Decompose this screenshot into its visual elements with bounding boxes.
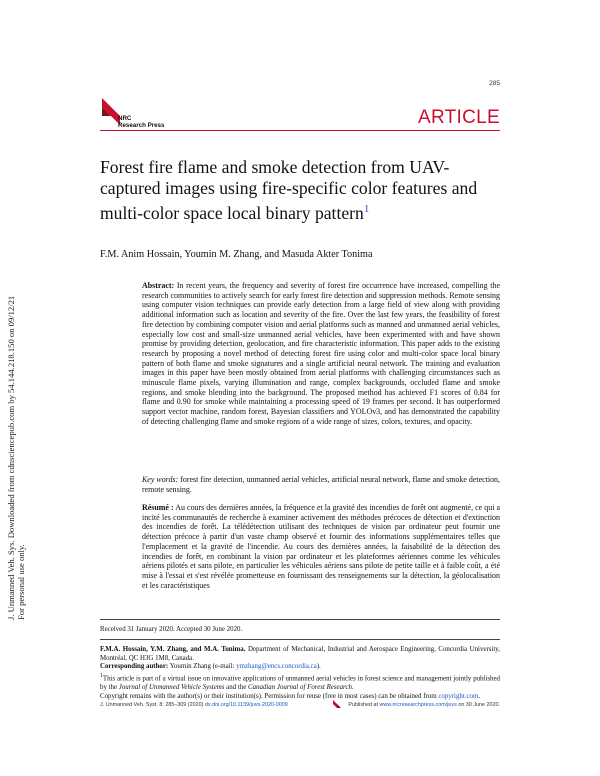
abstract-text: In recent years, the frequency and severity of forest fire occurrence have increased, compelling the research communities to actively search for early forest fire detection and suppression methods. Remote sensing using computer vision techniques can provide early detection from a large field of view along with providing additional information such as location and severity of the fire. Over the last few years, the feasibility of forest fire detection by combining computer vision and aerial platforms such as manned and unmanned aerial vehicles, especially low cost and small-size unmanned aerial vehicles, have been experimented with and have shown promise by providing detection, geolocation, and fire characteristic information. This paper adds to the existing research by proposing a novel method of detecting forest fire using color and multi-color space local binary pattern of both flame and smoke signatures and a single artificial neural network. The training and evaluation images in this paper have been mostly obtained from aerial platforms with challenging circumstances such as minuscule flame pixels, varying illumination and range, complex backgrounds, occluded flame and smoke regions, and smoke blending into the background. The proposed method has achieved F1 scores of 0.84 for flame and 0.90 for smoke while maintaining a processing speed of 19 frames per second. It has outperformed support vector machine, random forest, Bayesian classifiers and YOLOv3, and has demonstrated the capability of detecting challenging flame and smoke regions of a wide range of sizes, colors, textures, and opacity. [142,281,500,426]
notes-divider [100,619,500,620]
resume [142,503,500,590]
download-notice-line2: For personal use only. [16,544,26,620]
resume-label: Résumé : [142,503,174,512]
keywords-text: forest fire detection, unmanned aerial vehicles, artificial neural network, flame and smoke detection, remote sensing. [142,475,500,494]
footnotes [100,646,500,702]
title-footnote-link[interactable]: 1 [363,203,370,215]
copyright-link[interactable]: copyright.com [438,692,479,700]
journal-name-1: Journal of Unmanned Vehicle Systems [118,684,225,692]
footnote-mark: 1 [100,673,103,680]
received-dates: Received 31 January 2020. Accepted 30 June 2020. [100,626,243,633]
corresponding-text: Youmin Zhang (e-mail: [169,663,235,671]
keywords-label: Key words: [142,475,179,484]
resume-text: Au cours des dernières années, la fréquence et la gravité des incendies de forêt ont augmenté, ce qui a incité les communautés de recherche à examiner activement des méthodes précoces de détection et d'extinction des incendies de forêt. La télédétection utilisant des techniques de vision par ordinateur peut fournir une détection précoce à partir d'un vaste champ observé et fournir des informations supplémentaires telles que l'emplacement et la gravité de l'incendie. Au cours des dernières années, la faisabilité de la détection des incendies de forêt, en combinant la vision par ordinateur et les plateformes aériennes comme les véhicules aériens pilotés et sans pilote, en particulier les véhicules aériens sans pilote de petite taille et à faible coût, a été mise à l'essai et s'est révélée prometteuse en fournissant des renseignements sur la détection, la géolocalisation et les caractéristiques [142,503,501,590]
corresponding-close: ). [316,663,321,671]
footnote-end: . [351,684,354,692]
email-link[interactable]: ymzhang@encs.concordia.ca [236,663,317,671]
footnote-and: and the [226,684,247,692]
published-prefix: Published at [348,702,379,708]
title-text: Forest fire flame and smoke detection from UAV-captured images using fire-specific color features and multi-color space local binary pattern [100,157,478,223]
footnote-text: This article is part of a virtual issue on innovative applications of unmanned aerial vehicles in forest science and management jointly published by the [100,675,500,692]
corresponding-label: Corresponding author: [100,663,169,671]
notes-divider-2 [100,639,500,640]
copyright-text: Copyright remains with the author(s) or their institution(s). Permission for reuse (free in most cases) can be obtained from [100,692,437,700]
download-notice-line1: J. Unmanned Veh. Sys. Downloaded from cdnsciencepub.com by 54.144.218.150 on 09/12/21 [6,295,16,620]
published-url-link[interactable]: www.nrcresearchpress.com/juvs [379,702,457,708]
publisher-name [118,115,164,129]
footer-published [348,702,500,708]
paper-title [100,157,500,224]
publisher-line2: Research Press [118,122,165,129]
journal-name-2: Canadian Journal of Forest Research [247,684,352,692]
article-label: ARTICLE [418,107,500,128]
page-number: 285 [489,80,500,87]
copyright-note [100,693,500,702]
download-notice [6,200,24,620]
copyright-end: . [478,692,481,700]
footer-citation [100,702,288,708]
affiliation-text: Department of Mechanical, Industrial and Aerospace Engineering, Concordia University, Montréal, QC H3G 1M8, Canada. [100,646,500,662]
corresponding-author [100,663,500,672]
abstract-label: Abstract: [142,281,175,290]
citation-text: J. Unmanned Veh. Syst. 8: 285–309 (2020) [100,702,204,708]
header-rule [100,130,500,131]
published-suffix: on 30 June 2020. [458,702,500,708]
author-list: F.M. Anim Hossain, Youmin M. Zhang, and Masuda Akter Tonima [100,249,373,260]
nrc-footer-logo-icon [333,700,343,708]
affiliation [100,646,500,663]
publisher-line1: NRC [118,115,132,122]
affiliation-names: F.M.A. Hossain, Y.M. Zhang, and M.A. Tonima. [100,646,246,653]
doi-link[interactable]: dx.doi.org/10.1139/juvs-2020-0009 [204,702,288,708]
virtual-issue-note [100,672,500,693]
abstract [142,281,500,427]
keywords [142,475,500,494]
